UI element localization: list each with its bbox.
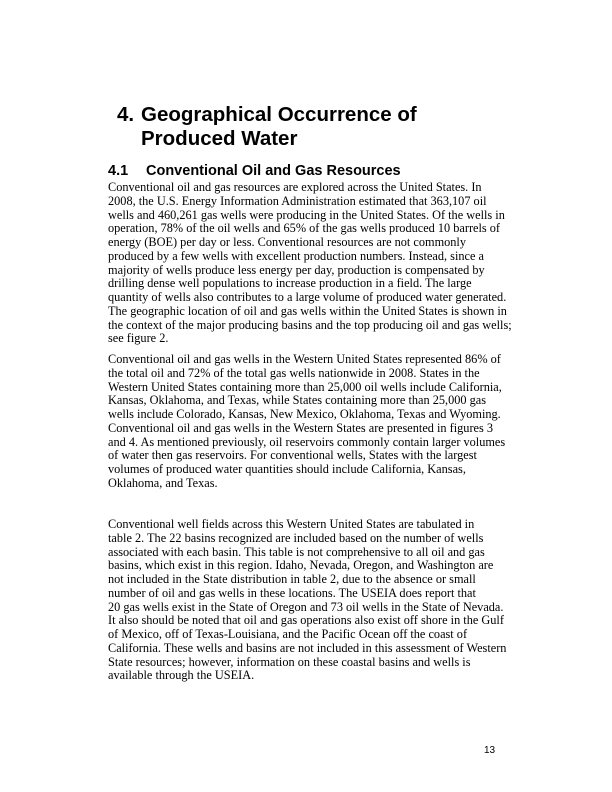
paragraph-1 [108,181,512,346]
text-line: 20 gas wells exist in the State of Oregon and 73 oil wells in the State of Nevada. [108,599,504,614]
text-line: quantity of wells also contributes to a large volume of produced water generated. [108,290,507,304]
text-line: California. These wells and basins are not included in this assessment of Western [108,640,507,655]
text-line: majority of wells produce less energy per day, production is compensated by [108,262,485,277]
text-line: energy (BOE) per day or less. Conventional resources are not commonly [108,235,466,249]
text-line: State resources; however, information on these coastal basins and wells is [108,654,471,669]
section-heading [108,163,401,179]
text-line: the context of the major producing basins and the top producing oil and gas wells; [108,317,512,332]
text-line: Conventional well fields across this Western United States are tabulated in [108,517,475,531]
text-line: wells and 460,261 gas wells were producing in the United States. Of the wells in [108,207,505,222]
chapter-number: 4. [117,103,135,126]
text-line: not included in the State distribution in table 2, due to the absence or small [108,572,476,586]
text-line: Oklahoma, and Texas. [108,475,218,490]
text-line: of Mexico, off of Texas-Louisiana, and the Pacific Ocean off the coast of [108,627,468,641]
text-line: volumes of produced water quantities should include California, Kansas, [108,462,466,476]
text-line: number of oil and gas wells in these locations. The USEIA does report that [108,585,476,600]
text-line: table 2. The 22 basins recognized are included based on the number of wells [108,530,484,545]
chapter-title-line: Geographical Occurrence of [141,103,417,126]
page-number: 13 [484,745,496,756]
text-line: operation, 78% of the oil wells and 65% of the gas wells produced 10 barrels of [108,221,501,236]
text-line: of water then gas reservoirs. For conventional wells, States with the largest [108,448,477,463]
text-line: produced by a few wells with excellent production numbers. Instead, since a [108,248,484,263]
text-line: Conventional oil and gas wells in the Western States are presented in figures 3 [108,420,494,435]
text-line: drilling dense well populations to increase production in a field. The large [108,276,472,291]
text-line: It also should be noted that oil and gas operations also exist off shore in the Gulf [108,613,504,628]
text-line: see figure 2. [108,331,169,346]
text-line: basins, which exist in this region. Idaho, Nevada, Oregon, and Washington are [108,558,494,573]
section-number: 4.1 [108,163,129,179]
section-title: Conventional Oil and Gas Resources [146,163,401,179]
paragraph-2 [108,353,505,491]
text-line: and 4. As mentioned previously, oil reservoirs commonly contain larger volumes [108,434,506,449]
text-line: Conventional oil and gas wells in the Western United States represented 86% of [108,352,501,366]
text-line: 2008, the U.S. Energy Information Administration estimated that 363,107 oil [108,193,487,208]
text-line: Western United States containing more than 25,000 oil wells include California, [108,379,502,394]
chapter-title-line: Produced Water [141,127,298,150]
chapter-title [141,103,417,151]
text-line: the total oil and 72% of the total gas wells nationwide in 2008. States in the [108,365,480,380]
text-line: wells include Colorado, Kansas, New Mexico, Oklahoma, Texas and Wyoming. [108,407,501,421]
text-line: available through the USEIA. [108,668,255,683]
text-line: associated with each basin. This table is not comprehensive to all oil and gas [108,544,485,559]
text-line: The geographic location of oil and gas wells within the United States is shown in [108,303,507,318]
text-line: Conventional oil and gas resources are explored across the United States. In [108,180,482,194]
paragraph-3 [108,518,506,683]
text-line: Kansas, Oklahoma, and Texas, while States containing more than 25,000 gas [108,393,486,408]
